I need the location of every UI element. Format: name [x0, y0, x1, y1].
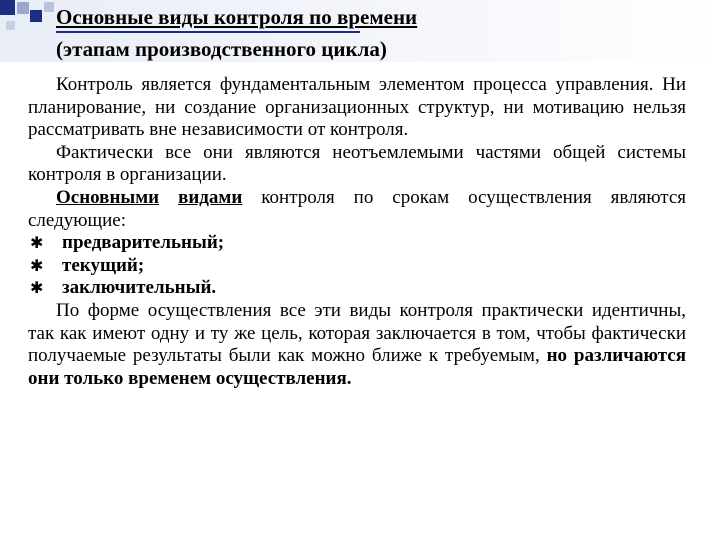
paragraph-conclusion: [28, 300, 686, 390]
decor-square-icon: [17, 2, 29, 14]
underlined-word-main: Основными: [56, 186, 160, 208]
list-item: [28, 277, 686, 300]
paragraph-types-intro: [28, 187, 686, 232]
title-line-2: (этапам производственного цикла): [56, 37, 387, 61]
list-item-text: текущий;: [62, 254, 145, 276]
asterisk-bullet-icon: ✱: [30, 255, 44, 275]
slide-body: [28, 74, 686, 390]
paragraph-intro: Контроль является фундаментальным элементом процесса управления. Ни планирование, ни создание организационных структур, ни мотивацию нельзя рассматривать вне независимости от контроля.: [28, 74, 686, 141]
decor-square-icon: [6, 21, 15, 30]
list-item-text: предварительный;: [62, 232, 225, 254]
types-intro-text: контроля по срокам осуществления являются следующие:: [28, 186, 687, 231]
asterisk-bullet-icon: ✱: [30, 233, 44, 253]
decor-square-icon: [0, 0, 15, 15]
slide-title: [56, 4, 417, 62]
paragraph-systems: Фактически все они являются неотъемлемыми частями общей системы контроля в организации.: [28, 141, 686, 186]
asterisk-bullet-icon: ✱: [30, 278, 44, 298]
list-item-text: заключительный.: [62, 277, 217, 299]
list-item: [28, 255, 686, 278]
list-item: [28, 232, 686, 255]
decor-square-icon: [44, 2, 54, 12]
conclusion-bold-text: но различаются они только временем осуществления.: [28, 345, 686, 389]
underlined-word-types: видами: [178, 186, 243, 208]
title-line-1: Основные виды контроля по времени: [56, 5, 418, 29]
decor-square-icon: [30, 10, 42, 22]
conclusion-text: По форме осуществления все эти виды контроля практически идентичны, так как имеют одну и ту же цель, которая заключается в том, чтобы фактически получаемые результаты были как можно ближе к требуемым,: [28, 299, 686, 367]
